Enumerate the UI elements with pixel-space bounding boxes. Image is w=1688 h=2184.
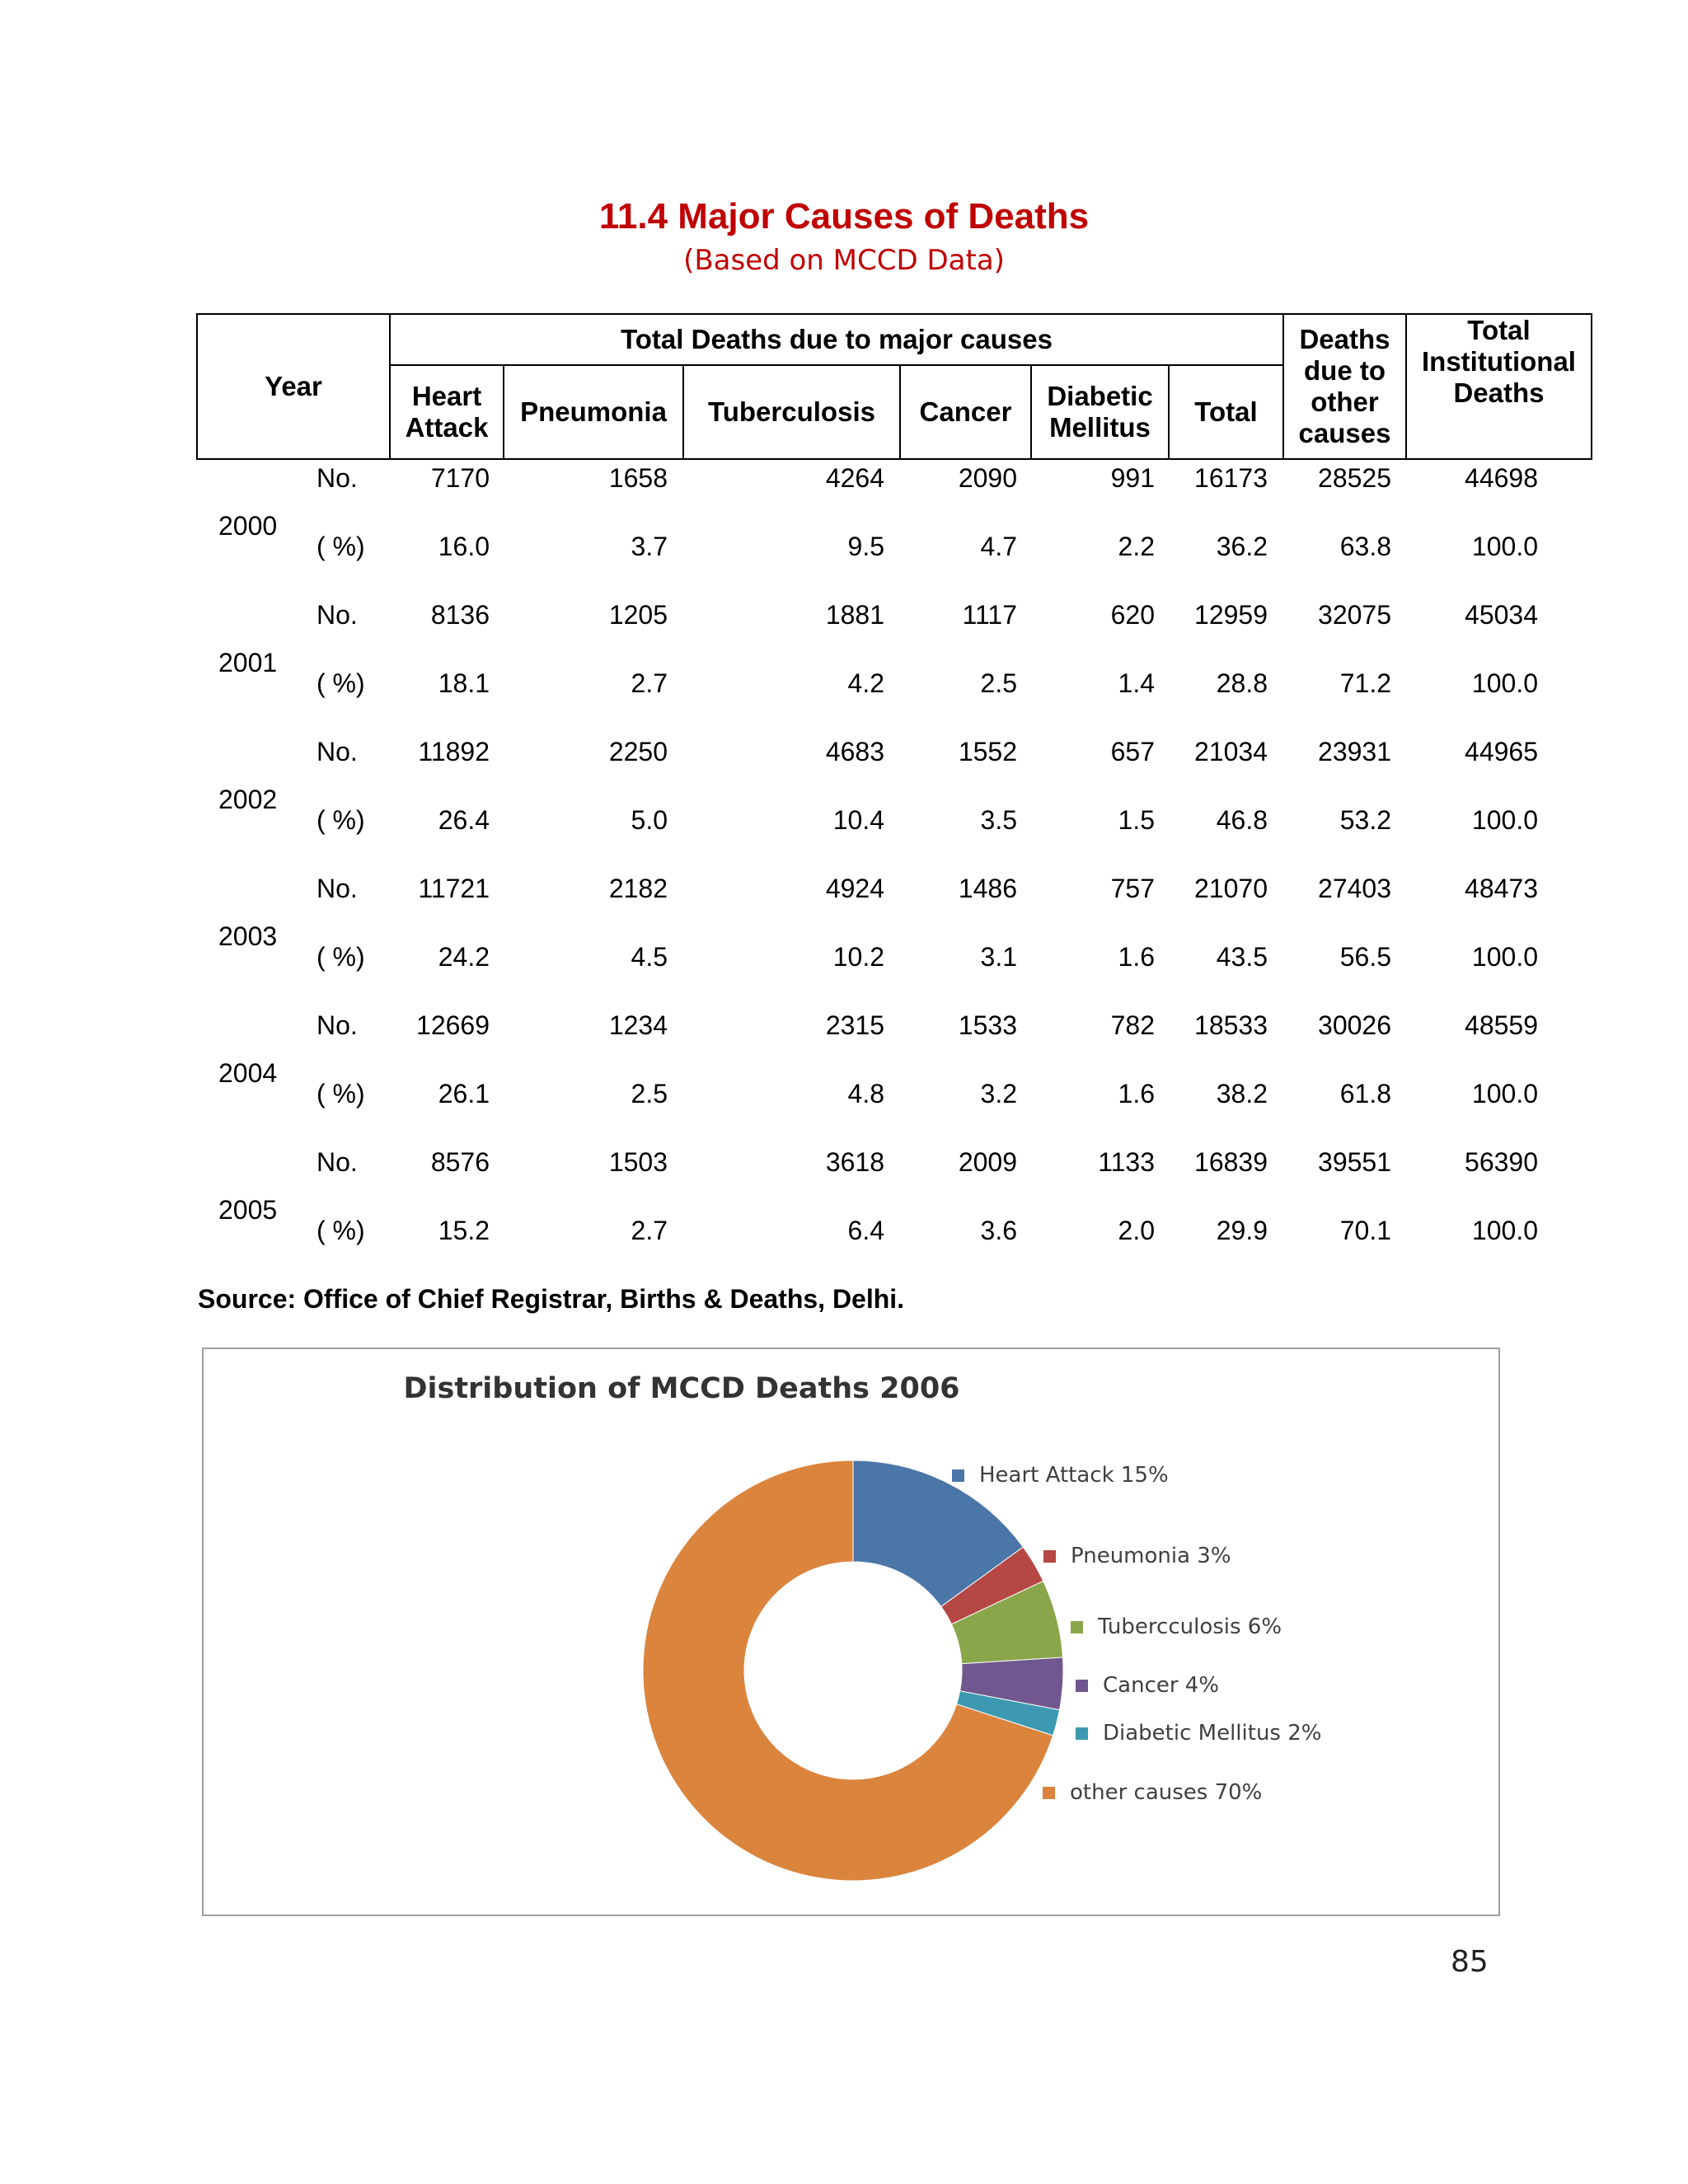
cell-pct-diabetic-mellitus: 1.6 (1118, 942, 1155, 972)
cell-no-other-causes: 39551 (1318, 1147, 1391, 1177)
source-note: Source: Office of Chief Registrar, Births & Deaths, Delhi. (198, 1284, 905, 1314)
cell-no-diabetic-mellitus: 782 (1110, 1010, 1155, 1040)
row-label-no: No. (316, 1010, 358, 1040)
cell-no-other-causes: 27403 (1318, 874, 1391, 903)
cell-pct-heart-attack: 26.1 (438, 1079, 490, 1108)
cell-no-total: 12959 (1194, 600, 1268, 630)
cell-pct-other-causes: 71.2 (1339, 668, 1391, 698)
cell-pct-tuberculosis: 10.4 (832, 805, 884, 835)
donut-chart (204, 1349, 1502, 1918)
cell-pct-heart-attack: 26.4 (438, 805, 490, 835)
cell-pct-pneumonia: 2.5 (631, 1079, 668, 1108)
legend-swatch (1071, 1621, 1083, 1633)
cell-pct-total: 36.2 (1216, 532, 1268, 561)
cell-pct-total: 43.5 (1216, 942, 1268, 972)
cell-pct-heart-attack: 24.2 (438, 942, 490, 972)
legend-label: Cancer 4% (1103, 1673, 1220, 1698)
cell-pct-total: 29.9 (1216, 1216, 1268, 1245)
chart-panel (202, 1347, 1500, 1916)
cell-no-heart-attack: 11721 (418, 874, 490, 903)
header-total: Total (1194, 396, 1258, 427)
cell-no-cancer: 1533 (958, 1010, 1017, 1040)
row-label-pct: ( %) (316, 532, 365, 561)
cell-pct-heart-attack: 15.2 (438, 1216, 490, 1245)
header-pneumonia: Pneumonia (520, 396, 667, 427)
cell-no-pneumonia: 2182 (608, 874, 668, 903)
row-label-pct: ( %) (316, 668, 365, 698)
cell-no-other-causes: 30026 (1318, 1010, 1391, 1040)
cell-no-cancer: 1117 (962, 600, 1017, 630)
cell-pct-institutional-deaths: 100.0 (1471, 1079, 1538, 1108)
cell-no-tuberculosis: 1881 (825, 600, 884, 630)
legend-item (1043, 1544, 1231, 1568)
cell-no-institutional-deaths: 44698 (1465, 463, 1538, 493)
header-heart-attack: Heart Attack (405, 381, 489, 443)
header-border-bottom (196, 458, 1592, 460)
cell-pct-tuberculosis: 9.5 (847, 532, 884, 561)
legend-swatch (1043, 1550, 1056, 1563)
row-label-pct: ( %) (316, 1079, 365, 1108)
cell-pct-pneumonia: 2.7 (631, 668, 668, 698)
cell-no-tuberculosis: 4683 (825, 737, 884, 766)
header-group-major-causes: Total Deaths due to major causes (621, 324, 1053, 354)
header-tuberculosis: Tuberculosis (708, 396, 875, 427)
year-cell: 2000 (218, 511, 278, 541)
cell-no-diabetic-mellitus: 620 (1110, 600, 1155, 630)
cell-pct-cancer: 4.7 (980, 532, 1017, 561)
row-label-no: No. (316, 874, 358, 903)
cell-no-heart-attack: 11892 (418, 737, 490, 766)
cell-pct-tuberculosis: 4.8 (847, 1079, 884, 1108)
year-cell: 2002 (218, 785, 278, 814)
row-label-pct: ( %) (316, 942, 365, 972)
page-subtitle: (Based on MCCD Data) (683, 244, 1005, 277)
cell-pct-tuberculosis: 6.4 (847, 1216, 884, 1245)
year-cell: 2005 (218, 1195, 278, 1225)
legend-item (1076, 1721, 1321, 1746)
cell-no-cancer: 1486 (958, 874, 1017, 903)
row-label-pct: ( %) (316, 805, 365, 835)
cell-pct-diabetic-mellitus: 1.6 (1118, 1079, 1155, 1108)
header-border-right (1591, 313, 1592, 460)
cell-no-total: 16173 (1194, 463, 1268, 493)
cell-pct-other-causes: 70.1 (1339, 1216, 1391, 1245)
row-label-no: No. (316, 463, 358, 493)
cell-pct-other-causes: 61.8 (1339, 1079, 1391, 1108)
cell-pct-total: 46.8 (1216, 805, 1268, 835)
row-label-no: No. (316, 1147, 358, 1177)
cell-no-tuberculosis: 4924 (825, 874, 884, 903)
cell-no-pneumonia: 2250 (608, 737, 668, 766)
cell-no-institutional-deaths: 44965 (1465, 737, 1538, 766)
header-year: Year (265, 371, 322, 401)
cell-pct-heart-attack: 16.0 (438, 532, 490, 561)
cell-no-total: 18533 (1194, 1010, 1268, 1040)
cell-pct-cancer: 3.2 (980, 1079, 1017, 1108)
legend-label: Diabetic Mellitus 2% (1103, 1721, 1322, 1746)
cell-pct-diabetic-mellitus: 1.4 (1118, 668, 1155, 698)
legend-item (1043, 1780, 1262, 1805)
cell-pct-diabetic-mellitus: 2.2 (1118, 532, 1155, 561)
cell-no-total: 16839 (1194, 1147, 1268, 1177)
cell-no-cancer: 2090 (958, 463, 1017, 493)
legend-label: other causes 70% (1070, 1780, 1263, 1805)
page-number: 85 (1451, 1945, 1489, 1979)
legend-label: Heart Attack 15% (979, 1463, 1169, 1488)
cell-pct-cancer: 3.1 (980, 942, 1017, 972)
cell-no-pneumonia: 1503 (608, 1147, 668, 1177)
cell-no-diabetic-mellitus: 757 (1110, 874, 1155, 903)
cell-pct-tuberculosis: 10.2 (832, 942, 884, 972)
cell-no-total: 21034 (1194, 737, 1268, 766)
cell-pct-total: 28.8 (1216, 668, 1268, 698)
cell-no-cancer: 2009 (958, 1147, 1017, 1177)
cell-no-tuberculosis: 2315 (825, 1010, 884, 1040)
cell-no-other-causes: 28525 (1318, 463, 1391, 493)
cell-pct-cancer: 3.6 (980, 1216, 1017, 1245)
cell-no-pneumonia: 1658 (608, 463, 668, 493)
cell-pct-cancer: 2.5 (980, 668, 1017, 698)
row-label-no: No. (316, 600, 358, 630)
cell-pct-pneumonia: 3.7 (631, 532, 668, 561)
legend-item (952, 1463, 1169, 1488)
cell-no-other-causes: 23931 (1318, 737, 1391, 766)
legend-label: Tubercculosis 6% (1098, 1615, 1282, 1639)
header-cancer: Cancer (919, 396, 1012, 427)
legend-label: Pneumonia 3% (1071, 1544, 1231, 1568)
cell-pct-other-causes: 56.5 (1339, 942, 1391, 972)
header-institutional-deaths: Total Institutional Deaths (1422, 315, 1576, 408)
cell-no-diabetic-mellitus: 1133 (1098, 1147, 1155, 1177)
cell-pct-diabetic-mellitus: 2.0 (1118, 1216, 1155, 1245)
cell-no-institutional-deaths: 45034 (1465, 600, 1538, 630)
cell-no-heart-attack: 7170 (430, 463, 490, 493)
page-title: 11.4 Major Causes of Deaths (598, 196, 1090, 237)
legend-swatch (952, 1469, 964, 1482)
cell-pct-other-causes: 63.8 (1339, 532, 1391, 561)
cell-no-diabetic-mellitus: 991 (1110, 463, 1155, 493)
year-cell: 2001 (218, 648, 278, 677)
cell-no-pneumonia: 1205 (608, 600, 668, 630)
legend-swatch (1043, 1787, 1055, 1799)
cell-no-institutional-deaths: 56390 (1465, 1147, 1538, 1177)
cell-pct-other-causes: 53.2 (1339, 805, 1391, 835)
cell-no-heart-attack: 8576 (430, 1147, 490, 1177)
header-diabetic-mellitus: Diabetic Mellitus (1047, 381, 1153, 443)
cell-pct-pneumonia: 5.0 (631, 805, 668, 835)
cell-pct-diabetic-mellitus: 1.5 (1118, 805, 1155, 835)
cell-no-pneumonia: 1234 (608, 1010, 668, 1040)
cell-no-tuberculosis: 3618 (825, 1147, 884, 1177)
cell-no-institutional-deaths: 48559 (1465, 1010, 1538, 1040)
cell-no-tuberculosis: 4264 (825, 463, 884, 493)
cell-no-total: 21070 (1194, 874, 1268, 903)
cell-no-institutional-deaths: 48473 (1465, 874, 1538, 903)
year-cell: 2004 (218, 1058, 278, 1088)
cell-pct-institutional-deaths: 100.0 (1471, 532, 1538, 561)
legend-swatch (1076, 1727, 1088, 1740)
cell-no-heart-attack: 12669 (416, 1010, 490, 1040)
cell-pct-institutional-deaths: 100.0 (1471, 668, 1538, 698)
cell-pct-institutional-deaths: 100.0 (1471, 942, 1538, 972)
cell-pct-institutional-deaths: 100.0 (1471, 1216, 1538, 1245)
legend-item (1076, 1673, 1219, 1698)
header-other-causes: Deaths due to other causes (1298, 324, 1391, 448)
legend-item (1071, 1615, 1282, 1639)
cell-pct-institutional-deaths: 100.0 (1471, 805, 1538, 835)
cell-pct-total: 38.2 (1216, 1079, 1268, 1108)
cell-pct-pneumonia: 4.5 (631, 942, 668, 972)
row-label-no: No. (316, 737, 358, 766)
cell-no-heart-attack: 8136 (430, 600, 490, 630)
cell-pct-cancer: 3.5 (980, 805, 1017, 835)
cell-pct-tuberculosis: 4.2 (847, 668, 884, 698)
cell-no-diabetic-mellitus: 657 (1110, 737, 1155, 766)
year-cell: 2003 (218, 921, 278, 951)
chart-title: Distribution of MCCD Deaths 2006 (403, 1372, 960, 1405)
cell-pct-pneumonia: 2.7 (631, 1216, 668, 1245)
cell-no-cancer: 1552 (958, 737, 1017, 766)
cell-no-other-causes: 32075 (1318, 600, 1391, 630)
legend-swatch (1076, 1680, 1088, 1692)
row-label-pct: ( %) (316, 1216, 365, 1245)
cell-pct-heart-attack: 18.1 (438, 668, 490, 698)
